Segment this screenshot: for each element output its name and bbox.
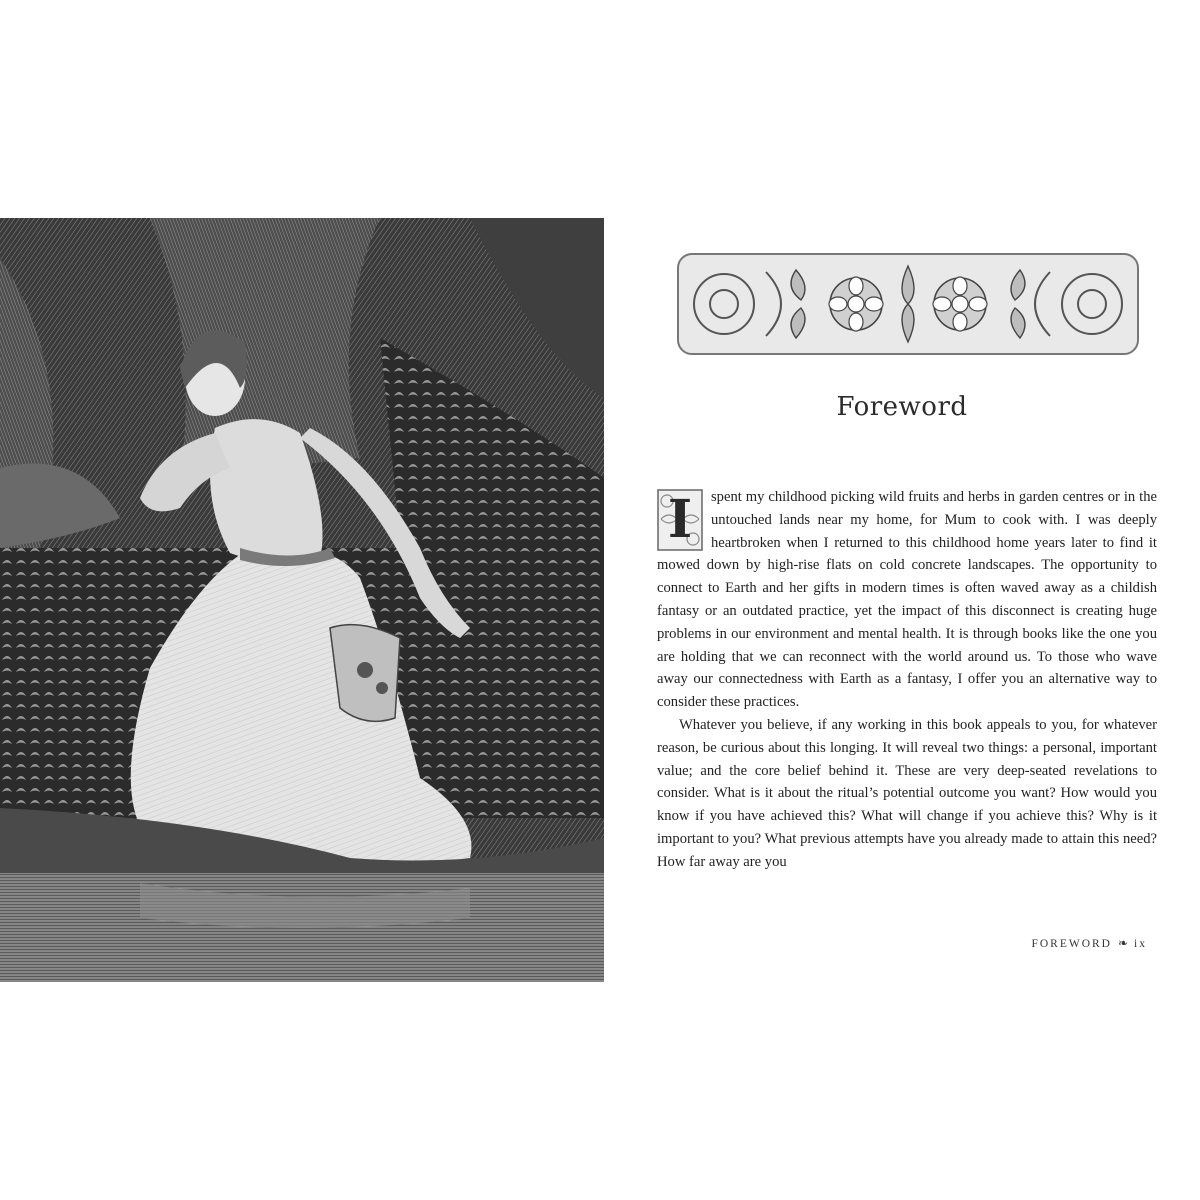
paragraph-2: Whatever you believe, if any working in this book appeals to you, for whatever reason, be curious about this longing. It will reveal two things: a personal, important value; and the core belief behind it. These are very deep-seated revelations to consider. What is it about the ritual’s potential outcome you want? How would you know if you have achieved this? What will change if you achieve this? Why is it important to you? What previous attempts have you already made to attain this need? How far away are you: [657, 716, 1157, 870]
paragraph-1: [657, 486, 1157, 714]
running-head: FOREWORD: [1031, 937, 1112, 950]
floral-headpiece-ornament: [676, 252, 1140, 356]
page-number: ix: [1134, 937, 1147, 950]
illuminated-dropcap: [657, 489, 703, 551]
engraving-illustration: [0, 218, 604, 982]
chapter-title: Foreword: [836, 392, 968, 422]
text-page: [604, 0, 1200, 1200]
paragraph-1-text: spent my childhood picking wild fruits and herbs in garden centres or in the untouched lands near my home, for Mum to cook with. I was deeply heartbroken when I returned to this childhood home years later to find it mowed down by high-rise flats on cold concrete landscapes. The opportunity to connect to Earth and her gifts in modern times is often waved away as a childish fantasy or an outdated practice, yet the impact of this disconnect is creating huge problems in our environment and mental health. It is through books like the one you are holding that we can reconnect with the world around us. To those who wave away our connectedness with Earth as a fantasy, I offer you an alternative way to consider these practices.: [657, 489, 1157, 711]
running-footer: [1031, 936, 1147, 951]
foreword-body: [657, 486, 1157, 874]
fleuron-icon: ❧: [1117, 936, 1129, 950]
dropcap-letter: I: [667, 489, 693, 550]
